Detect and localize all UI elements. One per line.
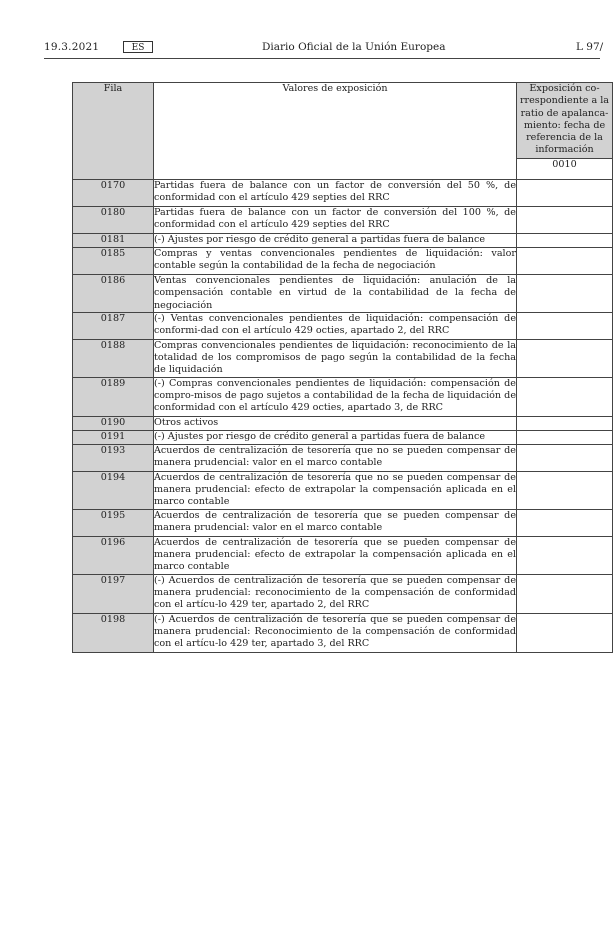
table-row — [73, 444, 613, 471]
row-code: 0197 — [73, 574, 154, 613]
row-description: Otros activos — [154, 416, 517, 430]
row-description: (-) Ajustes por riesgo de crédito general a partidas fuera de balance — [154, 430, 517, 444]
value-cell[interactable] — [517, 207, 613, 234]
row-description: Compras y ventas convencionales pendientes de liquidación: valor contable según la contabilidad de la fecha de negociación — [154, 248, 517, 275]
table-row — [73, 613, 613, 652]
row-code: 0181 — [73, 234, 154, 248]
row-description: (-) Ajustes por riesgo de crédito general a partidas fuera de balance — [154, 234, 517, 248]
row-code: 0195 — [73, 509, 154, 536]
table-row — [73, 416, 613, 430]
row-code: 0196 — [73, 536, 154, 574]
value-cell[interactable] — [517, 613, 613, 652]
row-code: 0193 — [73, 444, 154, 471]
table-row — [73, 471, 613, 509]
row-description: Partidas fuera de balance con un factor de conversión del 100 %, de conformidad con el artículo 429 septies del RRC — [154, 207, 517, 234]
row-code: 0189 — [73, 377, 154, 416]
value-cell[interactable] — [517, 536, 613, 574]
value-cell[interactable] — [517, 180, 613, 207]
language-badge: ES — [123, 41, 153, 53]
row-description: Acuerdos de centralización de tesorería que se pueden compensar de manera prudencial: efecto de extrapolar la compensación aplicada en el marco contable — [154, 536, 516, 573]
publication-date: 19.3.2021 — [44, 41, 100, 53]
table-row — [73, 207, 613, 234]
row-description: Compras convencionales pendientes de liquidación: reconocimiento de la totalidad de los compromisos de pago según la contabilidad de la fecha de liquidación — [154, 339, 516, 376]
column-header-value: Exposición co-rrespondiente a la ratio de apalanca-miento: fecha de referencia de la información — [517, 83, 613, 159]
column-header-row: Fila — [73, 83, 154, 180]
exposure-table — [72, 82, 613, 653]
row-description: (-) Compras convencionales pendientes de liquidación: compensación de compro-misos de pago sujetos a contabilidad de la fecha de liquidación de conformidad con el artículo 429 octies, apartado 3, de RRC — [154, 377, 517, 416]
row-description: (-) Ventas convencionales pendientes de liquidación: compensación de conformi-dad con el artículo 429 octies, apartado 2, del RRC — [154, 312, 517, 339]
row-code: 0186 — [73, 275, 154, 313]
row-code: 0185 — [73, 248, 154, 275]
row-code: 0198 — [73, 613, 154, 652]
value-cell[interactable] — [517, 234, 613, 248]
table-row — [73, 509, 613, 536]
row-description: Acuerdos de centralización de tesorería que no se pueden compensar de manera prudencial: valor en el marco contable — [154, 444, 517, 471]
page-number: L 97/ — [576, 41, 604, 53]
row-code: 0187 — [73, 312, 154, 339]
table-row — [73, 430, 613, 444]
table-row — [73, 248, 613, 275]
column-header-description: Valores de exposición — [154, 83, 517, 180]
table-row — [73, 339, 613, 377]
journal-title: Diario Oficial de la Unión Europea — [262, 41, 446, 53]
row-description: Partidas fuera de balance con un factor de conversión del 50 %, de conformidad con el artículo 429 septies del RRC — [154, 180, 517, 207]
row-code: 0180 — [73, 207, 154, 234]
table-row — [73, 574, 613, 613]
row-code: 0190 — [73, 416, 154, 430]
table-row — [73, 536, 613, 574]
row-code: 0191 — [73, 430, 154, 444]
value-cell[interactable] — [517, 312, 613, 339]
table-row — [73, 234, 613, 248]
table-row — [73, 180, 613, 207]
value-cell[interactable] — [517, 430, 613, 444]
value-cell[interactable] — [517, 377, 613, 416]
row-description: Ventas convencionales pendientes de liquidación: anulación de la compensación contable en virtud de la contabilidad de la fecha de negociación — [154, 275, 516, 311]
table-row — [73, 312, 613, 339]
value-cell[interactable] — [517, 416, 613, 430]
value-cell[interactable] — [517, 339, 613, 377]
value-cell[interactable] — [517, 444, 613, 471]
row-description: (-) Acuerdos de centralización de tesorería que se pueden compensar de manera prudencial: Reconocimiento de la compensación de conformidad con el artícu-lo 429 ter, apartado 3, del RRC — [154, 613, 517, 652]
value-cell[interactable] — [517, 471, 613, 509]
row-description: Acuerdos de centralización de tesorería que no se pueden compensar de manera prudencial: efecto de extrapolar la compensación aplicada en el marco contable — [154, 471, 516, 508]
row-code: 0194 — [73, 471, 154, 509]
page-header — [0, 0, 604, 60]
row-code: 0170 — [73, 180, 154, 207]
value-cell[interactable] — [517, 574, 613, 613]
row-code: 0188 — [73, 339, 154, 377]
value-cell[interactable] — [517, 509, 613, 536]
row-description: (-) Acuerdos de centralización de tesorería que se pueden compensar de manera prudencial: reconocimiento de la compensación de conformidad con el artícu-lo 429 ter, apartado 2, del RRC — [154, 574, 517, 613]
value-cell[interactable] — [517, 275, 613, 313]
header-rule — [44, 58, 600, 59]
row-description: Acuerdos de centralización de tesorería que se pueden compensar de manera prudencial: valor en el marco contable — [154, 509, 517, 536]
column-code: 0010 — [517, 158, 613, 179]
value-cell[interactable] — [517, 248, 613, 275]
table-row — [73, 275, 613, 313]
table-row — [73, 377, 613, 416]
